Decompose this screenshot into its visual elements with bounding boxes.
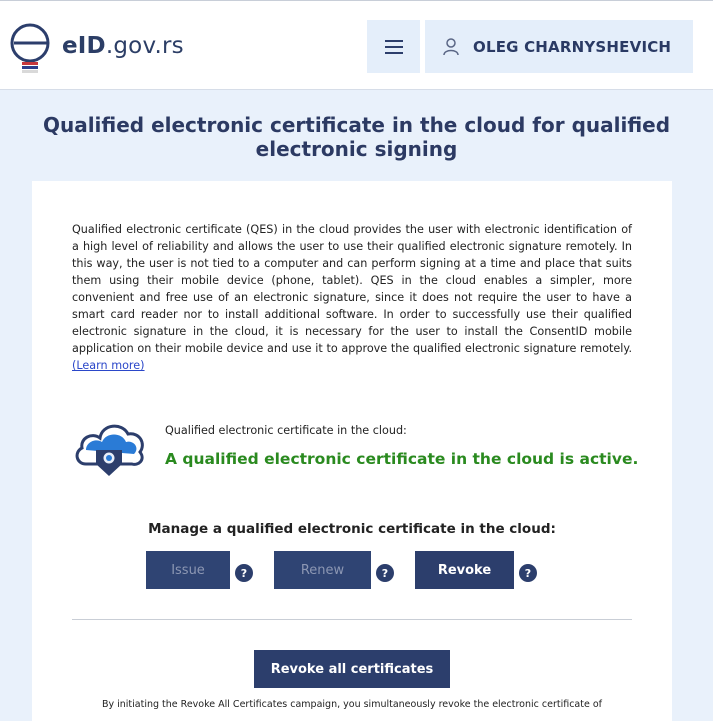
intro-paragraph xyxy=(72,221,632,374)
user-name: OLEG CHARNYSHEVICH xyxy=(473,37,672,56)
eid-logo-icon[interactable] xyxy=(10,19,52,75)
renew-button[interactable]: Renew xyxy=(274,551,371,589)
divider xyxy=(72,619,632,620)
user-icon xyxy=(443,38,459,56)
renew-help-icon[interactable]: ? xyxy=(376,564,394,582)
cloud-certificate-icon xyxy=(72,414,146,478)
status-value: A qualified electronic certificate in the cloud is active. xyxy=(165,450,639,468)
status-label: Qualified electronic certificate in the cloud: xyxy=(165,424,407,437)
page-title: Qualified electronic certificate in the cloud for qualified electronic signing xyxy=(42,113,671,161)
revoke-button[interactable]: Revoke xyxy=(415,551,514,589)
certificate-card xyxy=(32,181,672,721)
issue-help-icon[interactable]: ? xyxy=(235,564,253,582)
issue-button[interactable]: Issue xyxy=(146,551,230,589)
header xyxy=(0,0,713,90)
intro-text: Qualified electronic certificate (QES) in the cloud provides the user with electronic identification of a high level of reliability and allows the user to use their qualified electronic signature remotely. In this way, the user is not tied to a computer and can perform signing at a time and place that suits them using their mobile device (phone, tablet). QES in the cloud enables a simpler, more convenient and free use of an electronic signature, since it does not require the user to have a smart card reader nor to install additional software. In order to successfully use their qualified electronic signature in the cloud, it is necessary for the user to install the ConsentID mobile application on their mobile device and use it to approve the qualified electronic signature remotely. xyxy=(72,223,632,355)
revoke-help-icon[interactable]: ? xyxy=(519,564,537,582)
menu-button[interactable] xyxy=(367,20,420,73)
manage-title: Manage a qualified electronic certificate in the cloud: xyxy=(148,521,556,537)
logo-domain: .gov.rs xyxy=(105,33,184,59)
user-menu-button[interactable] xyxy=(425,20,693,73)
revoke-all-footnote: By initiating the Revoke All Certificates campaign, you simultaneously revoke the electronic certificate of xyxy=(101,699,603,710)
site-logo-text[interactable] xyxy=(62,33,184,59)
learn-more-link[interactable]: (Learn more) xyxy=(72,359,145,372)
revoke-all-button[interactable]: Revoke all certificates xyxy=(254,650,450,688)
logo-bold: eID xyxy=(62,33,106,59)
hamburger-menu-icon xyxy=(385,40,403,54)
